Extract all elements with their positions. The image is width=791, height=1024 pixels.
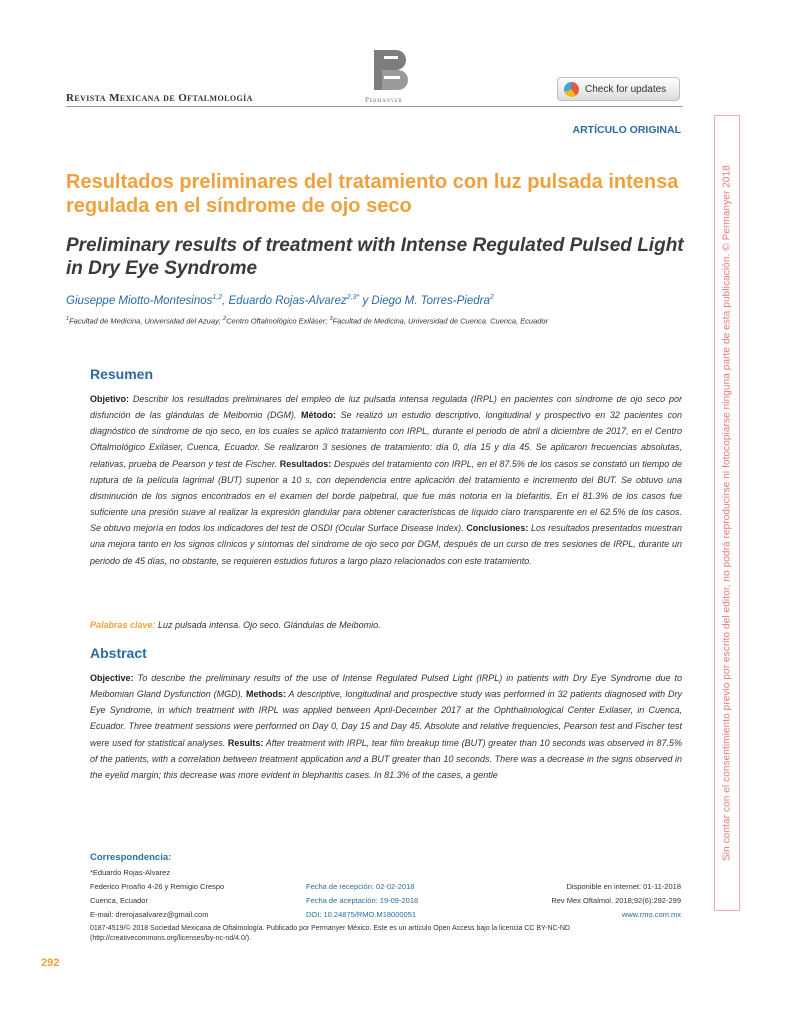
author-conjunction: y	[359, 294, 372, 307]
check-for-updates-button[interactable]	[557, 77, 680, 101]
author-3-affil: 2	[489, 294, 494, 301]
correspondence-email: E-mail: drerojasalvarez@gmail.com	[90, 910, 209, 919]
title-english: Preliminary results of treatment with Intense Regulated Pulsed Light in Dry Eye Syndrome	[66, 235, 684, 279]
resumen-body	[90, 391, 682, 569]
conclusiones-text: Los resultados presentados muestran una mejora tanto en los signos clínicos y síntomas del síndrome de ojo seco por DGM, después de un curso de tres sesiones de IRPL, durante un periodo de 45 días, no obstante, se requieren estudios futuros a largo plazo relacionados con este tratamiento.	[90, 523, 682, 566]
crossmark-icon	[564, 82, 579, 97]
keywords-text: Luz pulsada intensa. Ojo seco. Glándulas de Meibomio.	[155, 620, 381, 630]
abstract-heading: Abstract	[90, 645, 147, 661]
results-label: Results:	[227, 737, 264, 748]
website-link[interactable]: www.rmo.com.mx	[621, 910, 681, 919]
author-2-affil: 2,3	[346, 294, 357, 301]
affil-1: Facultad de Medicina, Universidad del Azuay;	[69, 316, 224, 326]
conclusiones-label: Conclusiones:	[466, 523, 529, 534]
title-spanish: Resultados preliminares del tratamiento con luz pulsada intensa regulada en el síndrome de ojo seco	[66, 171, 679, 217]
keywords	[90, 620, 381, 630]
author-list: Giuseppe Miotto-Montesinos$^{1,2}$, Eduardo Rojas-Alvarez$^{2,3*}$ y Diego M. Torres-Piedra$^2$	[66, 294, 494, 307]
copyright-notice: Sin contar con el consentimiento previo por escrito del editor, no podrá reproducirse ni fotocopiarse ninguna parte de esta publicación. © Permanyer 2018	[721, 165, 733, 861]
publisher-name: Permanyer	[365, 96, 403, 104]
correspondence-name: *Eduardo Rojas-Alvarez	[90, 868, 171, 877]
online-date: Disponible en internet: 01-11-2018	[566, 882, 681, 891]
metodo-text: Se realizó un estudio descriptivo, longitudinal y prospectivo en 32 pacientes con diagnóstico de síndrome de ojo seco, en los cuales se aplicó tratamiento con IRPL, durante el periodo de abril a diciembre de 2017, en el Centro Oftalmológico Exiláser, Cuenca, Ecuador. Se realizaron 3 sesiones de tratamiento: día 0, día 15 y día 45. Se aplicaron frecuencias absolutas, relativas, prueba de Pearson y test de Fischer.	[90, 410, 683, 469]
author-1: Giuseppe Miotto-Montesinos	[66, 294, 213, 307]
methods-text: A descriptive, longitudinal and prospective study was performed in 32 patients diagnosed with Dry Eye Syndrome, in which treatment with IRPL was applied between April-December 2017 at the Ophthalmological Center Exilaser, in Cuenca, Ecuador. Three treatment sessions were performed on Day 0, Day 15 and Day 45. Absolute and relative frequencies, Pearson test and Fischer test were used for statistical analyses.	[90, 689, 682, 748]
resultados-text: Después del tratamiento con IRPL, en el 87.5% de los casos se constató un tiempo de ruptura de la película lagrimal (BUT) superior a 10 s, con dependencia entre aplicación del tratamiento e incremento del BUT. Se obtuvo una disminución de los signos encontrados en el examen del borde palpebral, que fue más notoria en la blefaritis. En el 81.3% de los casos fue suficiente una presión suave al realizar la expresión glandular para obtener características de líquido claro transparente en el 62.5% de los casos. Se obtuvo mejoría en todos los indicadores del test de OSDI (Ocular Surface Disease Index).	[90, 458, 682, 534]
resumen-heading: Resumen	[90, 366, 154, 382]
results-text: After treatment with IRPL, tear film breakup time (BUT) greater than 10 seconds was observed in 87.5% of the patients, with a correlation between treatment application and a BUT greater than 10 seconds. There was a decrease in the signs observed in the eyelid margin; this decrease was more evident in blepharitis cases. In 81.3% of the cases, a gentle	[90, 737, 682, 780]
accepted-date: Fecha de aceptación: 19-09-2018	[306, 896, 419, 905]
citation: Rev Mex Oftalmol. 2018;92(6):292-299	[551, 896, 681, 905]
author-1-affil: 1,2	[212, 294, 223, 301]
correspondence-heading: Correspondencia:	[90, 852, 172, 863]
affiliations	[66, 316, 686, 326]
corresponding-mark: *	[356, 294, 360, 301]
keywords-label: Palabras clave:	[90, 620, 156, 630]
author-2: Eduardo Rojas-Alvarez	[228, 294, 347, 307]
page-number: 292	[41, 957, 60, 969]
affil-2-num: 2	[223, 316, 227, 322]
affil-1-num: 1	[66, 316, 70, 322]
affil-3: Facultad de Medicina, Universidad de Cuenca. Cuenca, Ecuador	[332, 316, 549, 326]
received-date: Fecha de recepción: 02-02-2018	[306, 882, 415, 891]
check-for-updates-label: Check for updates	[585, 83, 667, 95]
author-3: Diego M. Torres-Piedra	[371, 294, 490, 307]
journal-name: Revista Mexicana de Oftalmología	[66, 92, 253, 104]
methods-label: Methods:	[245, 689, 286, 700]
objective-label: Objective:	[90, 673, 134, 683]
objetivo-text: Describir los resultados preliminares del empleo de luz pulsada intensa regulada (IRPL) en pacientes con síndrome de ojo seco por disfunción de las glándulas de Meibomio (DGM).	[90, 394, 682, 421]
correspondence-address: Federico Proaño 4-26 y Remigio Crespo	[90, 882, 225, 891]
doi-link[interactable]: DOI: 10.24875/RMO.M18000051	[306, 910, 417, 919]
header-rule	[66, 106, 683, 107]
objetivo-label: Objetivo:	[90, 394, 130, 404]
affil-3-num: 3	[329, 316, 333, 322]
license-text: 0187-4519/© 2018 Sociedad Mexicana de Oftalmología. Publicado por Permanyer México. Este es un artículo Open Access bajo la licencia CC BY-NC-ND (http://creativecommons.org/licenses/by-nc-nd/4.0/).	[90, 925, 570, 942]
objective-text: To describe the preliminary results of the use of Intense Regulated Pulsed Light (IRPL) in patients with Dry Eye Syndrome due to Meibomian Gland Dysfunction (MGD).	[90, 673, 682, 700]
resultados-label: Resultados:	[279, 458, 332, 469]
metodo-label: Método:	[301, 410, 337, 421]
permanyer-logo-icon	[370, 48, 412, 92]
article-type: ARTÍCULO ORIGINAL	[572, 124, 681, 136]
abstract-body	[90, 670, 682, 783]
affil-2: Centro Oftalmológico Exiláser;	[226, 316, 330, 326]
correspondence-city: Cuenca, Ecuador	[90, 896, 148, 905]
